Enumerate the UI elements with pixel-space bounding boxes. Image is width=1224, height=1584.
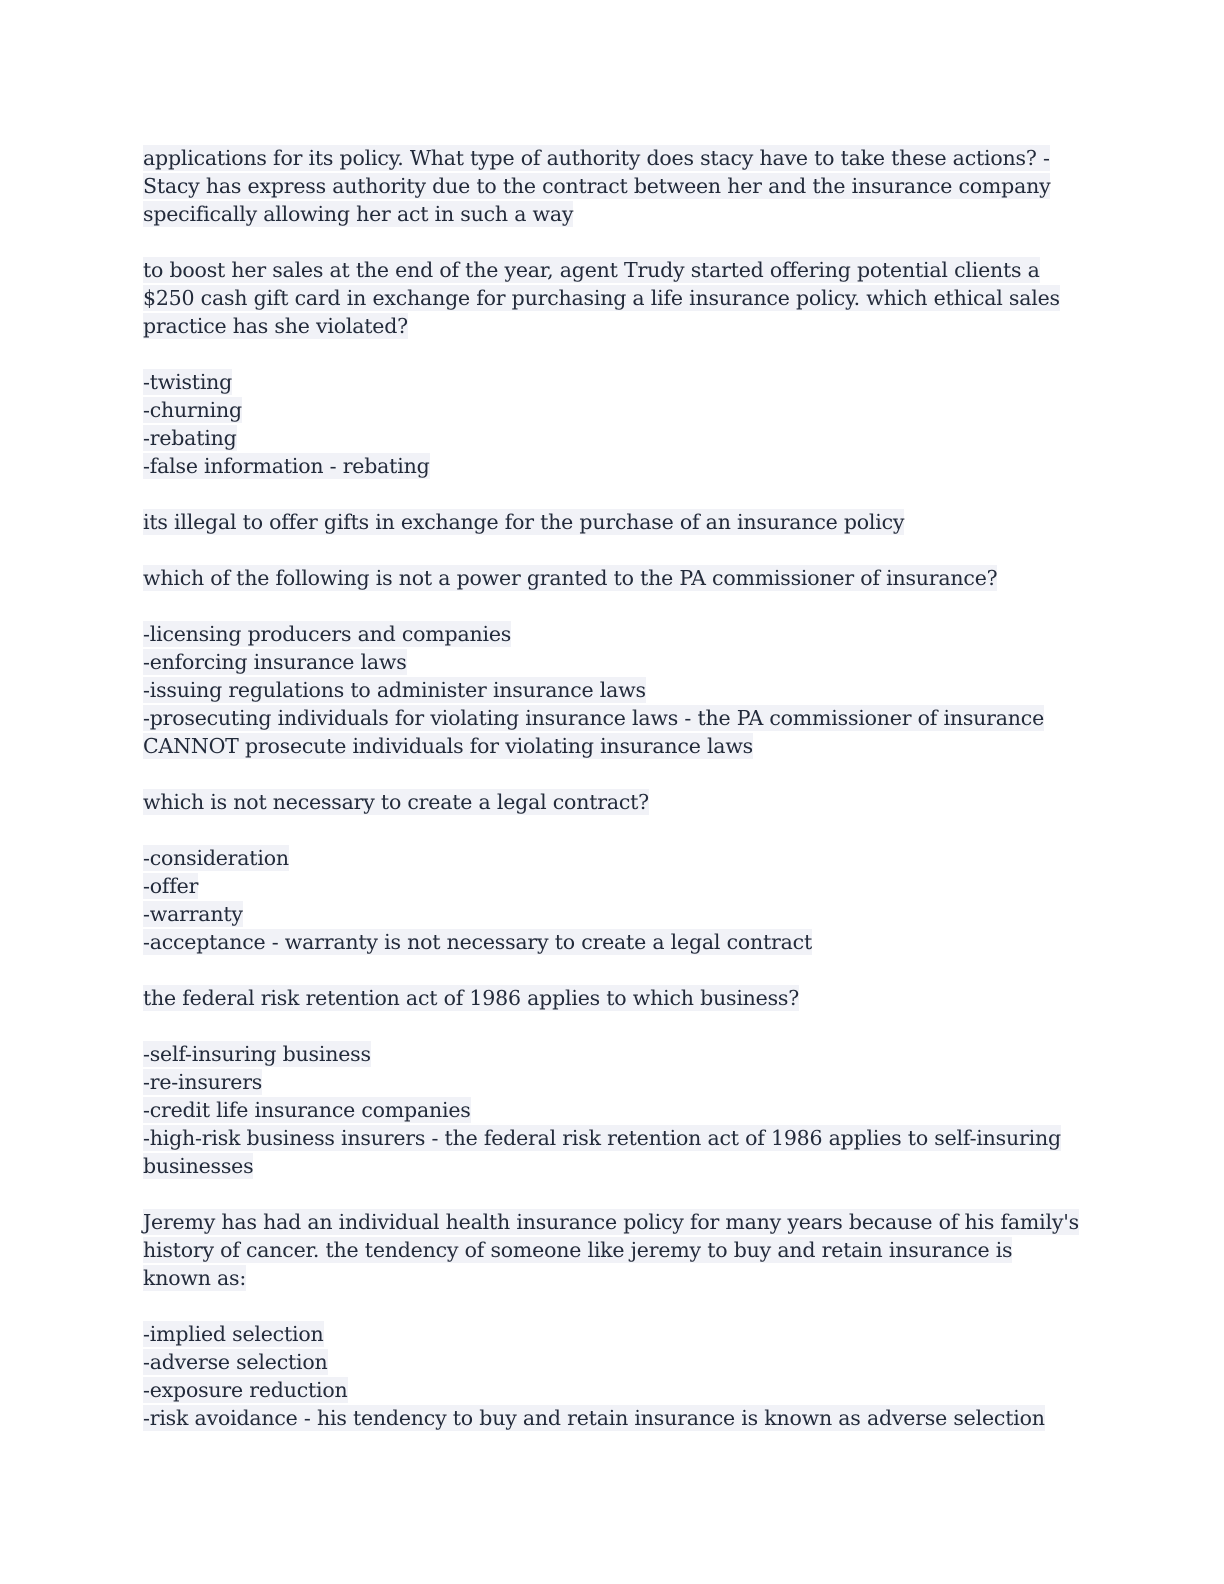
options-list — [143, 1040, 1083, 1180]
option-line: -warranty — [143, 902, 243, 926]
text-line: Stacy has express authority due to the contract between her and the insurance company — [143, 174, 1051, 198]
text-line: history of cancer. the tendency of someone like jeremy to buy and retain insurance is — [143, 1238, 1013, 1262]
option-line: -consideration — [143, 846, 289, 870]
option-line: -adverse selection — [143, 1350, 328, 1374]
document-page — [143, 144, 1083, 1460]
option-line: -offer — [143, 874, 199, 898]
question-paragraph — [143, 984, 1083, 1012]
option-line: -self-insuring business — [143, 1042, 371, 1066]
options-list — [143, 844, 1083, 956]
option-line: -prosecuting individuals for violating insurance laws - the PA commissioner of insurance — [143, 706, 1044, 730]
options-list — [143, 620, 1083, 760]
text-line: $250 cash gift card in exchange for purchasing a life insurance policy. which ethical sales — [143, 286, 1060, 310]
option-line: -false information - rebating — [143, 454, 430, 478]
option-line: -licensing producers and companies — [143, 622, 512, 646]
option-line: -credit life insurance companies — [143, 1098, 471, 1122]
option-line: -implied selection — [143, 1322, 324, 1346]
option-line: CANNOT prosecute individuals for violating insurance laws — [143, 734, 753, 758]
option-line: -exposure reduction — [143, 1378, 348, 1402]
text-line: to boost her sales at the end of the year, agent Trudy started offering potential clients a — [143, 258, 1040, 282]
options-list — [143, 1320, 1083, 1432]
text-line: its illegal to offer gifts in exchange for the purchase of an insurance policy — [143, 510, 905, 534]
option-line: -high-risk business insurers - the federal risk retention act of 1986 applies to self-insuring — [143, 1126, 1061, 1150]
option-line: -acceptance - warranty is not necessary to create a legal contract — [143, 930, 812, 954]
option-line: -enforcing insurance laws — [143, 650, 407, 674]
option-line: -churning — [143, 398, 242, 422]
text-line: the federal risk retention act of 1986 applies to which business? — [143, 986, 800, 1010]
text-line: known as: — [143, 1266, 247, 1290]
option-line: -re-insurers — [143, 1070, 263, 1094]
option-line: -twisting — [143, 370, 233, 394]
option-line: -risk avoidance - his tendency to buy and retain insurance is known as adverse selection — [143, 1406, 1045, 1430]
text-line: applications for its policy. What type of authority does stacy have to take these actions? - — [143, 146, 1050, 170]
question-paragraph — [143, 788, 1083, 816]
answer-paragraph — [143, 144, 1083, 228]
option-line: -rebating — [143, 426, 237, 450]
question-paragraph — [143, 256, 1083, 340]
option-line: -issuing regulations to administer insurance laws — [143, 678, 646, 702]
text-line: which of the following is not a power granted to the PA commissioner of insurance? — [143, 566, 998, 590]
text-line: specifically allowing her act in such a way — [143, 202, 574, 226]
text-line: Jeremy has had an individual health insurance policy for many years because of his family's — [143, 1210, 1079, 1234]
option-line: businesses — [143, 1154, 254, 1178]
text-line: practice has she violated? — [143, 314, 408, 338]
text-line: which is not necessary to create a legal contract? — [143, 790, 649, 814]
question-paragraph — [143, 564, 1083, 592]
question-paragraph — [143, 1208, 1083, 1292]
options-list — [143, 368, 1083, 480]
explanation-paragraph — [143, 508, 1083, 536]
